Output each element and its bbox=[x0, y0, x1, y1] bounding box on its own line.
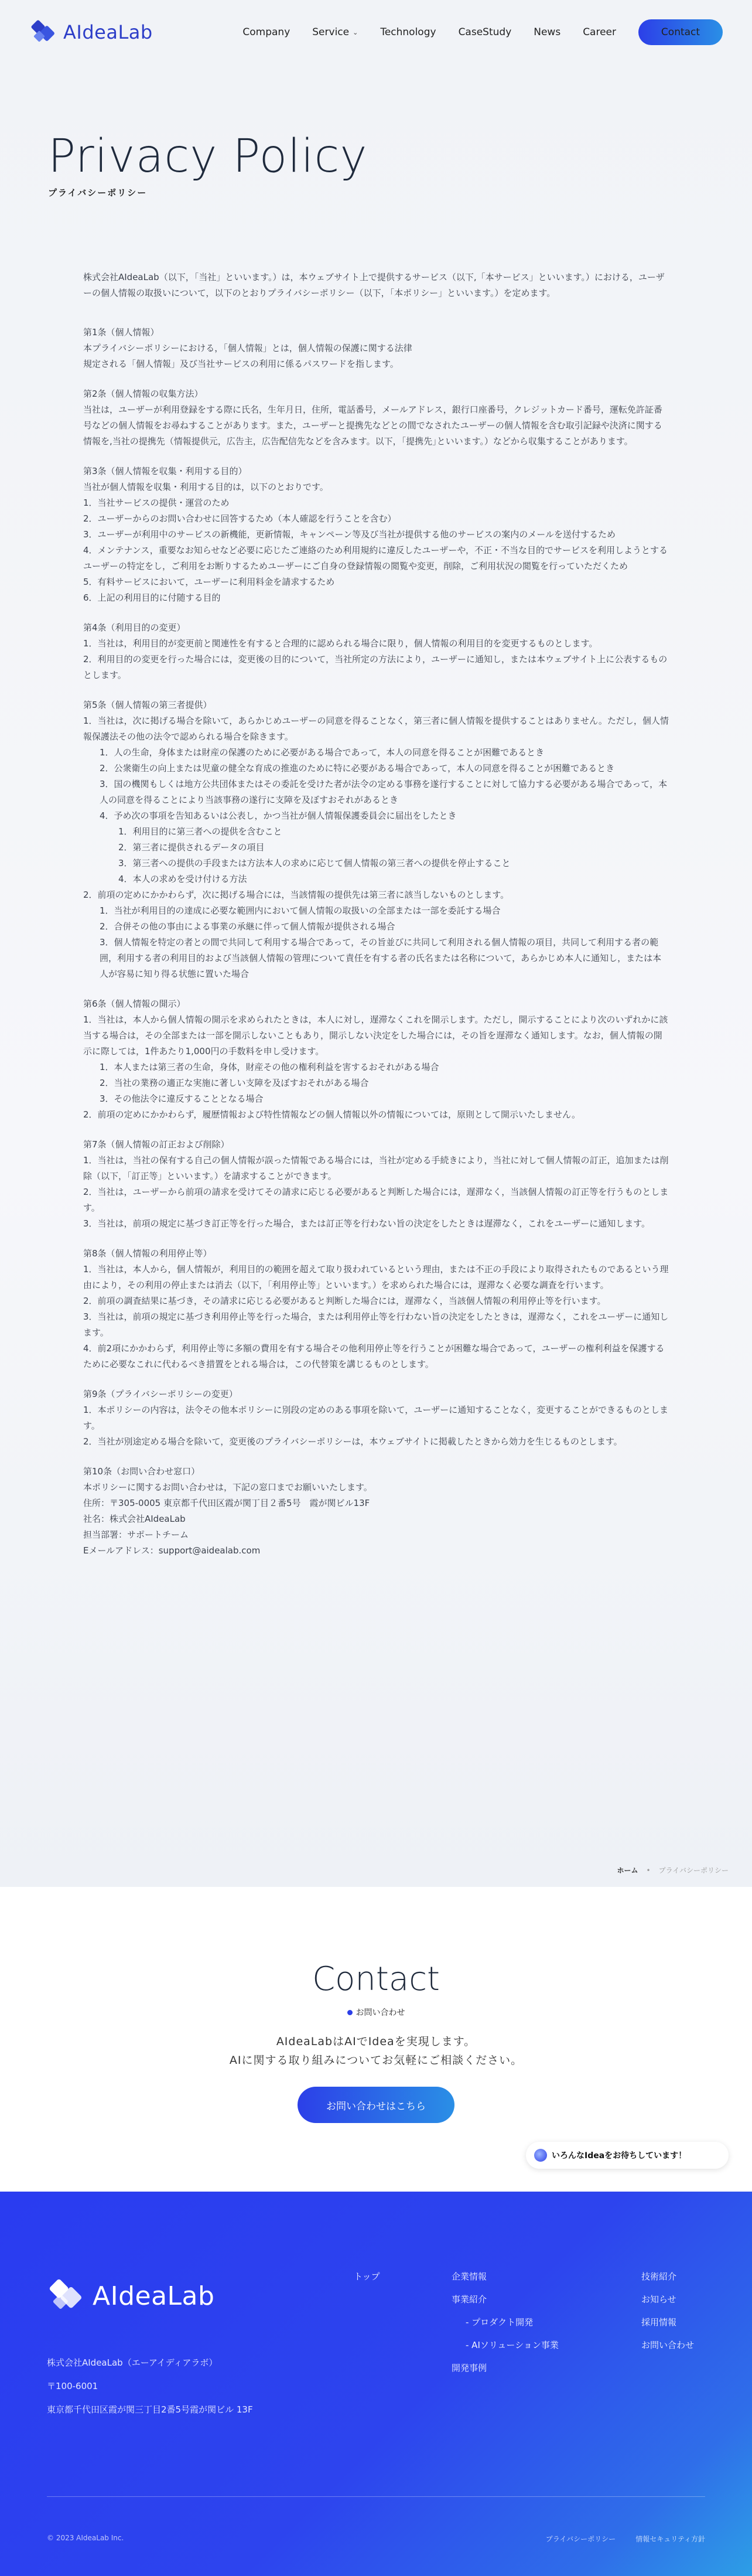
section-heading: 第9条（プライバシーポリシーの変更） bbox=[83, 1389, 238, 1399]
section-2 bbox=[83, 386, 669, 449]
section-1 bbox=[83, 325, 669, 372]
contact-cta-button[interactable]: お問い合わせはこちら bbox=[298, 2087, 454, 2123]
section-heading: 第6条（個人情報の開示） bbox=[83, 999, 186, 1009]
footer-address: 東京都千代田区霞が関三丁目2番5号霞が関ビル 13F bbox=[47, 2404, 253, 2415]
chat-bubble-text: いろんなIdeaをお待ちしています！ bbox=[552, 2151, 687, 2161]
list-item: 4．メンテナンス，重要なお知らせなど必要に応じたご連絡のため利用規約に違反したユーザーや，不正・不当な目的でサービスを利用しようとするユーザーの特定をし，ご利用をお断りするためユーザーにご自身の登録情報の閲覧や変更，削除，ご利用状況の閲覧を行っていただくため bbox=[83, 545, 668, 571]
section-4 bbox=[83, 620, 669, 683]
footer-link-top[interactable]: トップ bbox=[354, 2271, 380, 2282]
footer-link-company[interactable]: 企業情報 bbox=[452, 2271, 487, 2282]
email-text: Eメールアドレス：support@aidealab.com bbox=[83, 1545, 261, 1556]
bullet-dot-icon bbox=[347, 2010, 353, 2015]
section-heading: 第8条（個人情報の利用停止等） bbox=[83, 1248, 212, 1259]
contact-line-2: AIに関する取り組みについてお気軽にご相談ください。 bbox=[229, 2054, 523, 2067]
footer-company-name: 株式会社AIdeaLab（エーアイディアラボ） bbox=[47, 2357, 218, 2368]
footer-legal-links bbox=[546, 2534, 705, 2544]
footer-link-ai-solution[interactable]: - AIソリューション事業 bbox=[466, 2340, 559, 2350]
list-item: 1．当社サービスの提供・運営のため bbox=[83, 498, 230, 508]
list-item: 1．当社は，利用目的が変更前と関連性を有すると合理的に認められる場合に限り，個人情報の利用目的を変更するものとします。 bbox=[83, 638, 598, 649]
footer-col-top bbox=[354, 2265, 380, 2288]
list-item: 3．個人情報を特定の者との間で共同して利用する場合であって，その旨並びに共同して利用される個人情報の項目，共同して利用する者の範囲，利用する者の利用目的および当該個人情報の管理について責任を有する者の氏名または名称について，あらかじめ本人に通知し，または本人が容易に知り得る状態に置いた場合 bbox=[100, 937, 662, 979]
list-item: 4．前2項にかかわらず，利用停止等に多額の費用を有する場合その他利用停止等を行うことが困難な場合であって，ユーザーの権利利益を保護するために必要なこれに代わるべき措置をとれる場合は，この代替策を講じるものとします。 bbox=[83, 1343, 665, 1369]
footer-link-contact[interactable]: お問い合わせ bbox=[641, 2340, 695, 2350]
section-10 bbox=[83, 1464, 669, 1559]
section-heading: 第2条（個人情報の収集方法） bbox=[83, 389, 203, 399]
footer-col-company bbox=[452, 2265, 559, 2380]
address-text: 住所：〒305-0005 東京都千代田区霞が関丁目２番5号 霞が関ビル13F bbox=[83, 1498, 370, 1508]
section-text: 本プライバシーポリシーにおける，「個人情報」とは，個人情報の保護に関する法律 bbox=[83, 343, 412, 353]
header-contact-button[interactable]: Contact bbox=[638, 19, 723, 45]
contact-title: Contact bbox=[312, 1960, 440, 1998]
department-text: 担当部署：サポートチーム bbox=[83, 1529, 189, 1540]
list-item: 4．本人の求めを受け付ける方法 bbox=[118, 874, 247, 884]
list-item: 2．公衆衛生の向上または児童の健全な育成の推進のために特に必要がある場合であって，本人の同意を得ることが困難であるとき bbox=[100, 763, 615, 774]
footer-link-privacy[interactable]: プライバシーポリシー bbox=[545, 2535, 616, 2543]
chat-bubble[interactable] bbox=[526, 2142, 729, 2169]
footer-brand-name: AIdeaLab bbox=[93, 2281, 215, 2311]
site-footer bbox=[0, 2192, 752, 2576]
section-text: 当社が個人情報を収集・利用する目的は，以下のとおりです。 bbox=[83, 482, 329, 492]
breadcrumb-home-link[interactable]: ホーム bbox=[617, 1866, 638, 1875]
breadcrumb bbox=[617, 1865, 729, 1875]
policy-intro: 株式会社AIdeaLab（以下，「当社」といいます。）は，本ウェブサイト上で提供するサービス（以下,「本サービス」といいます。）における，ユーザーの個人情報の取扱いについて，以下のとおりプライバシーポリシー（以下，「本ポリシー」といいます。）を定めます。 bbox=[83, 272, 665, 298]
contact-tag bbox=[0, 2006, 752, 2018]
site-header bbox=[0, 0, 752, 64]
aidealab-logo-icon bbox=[47, 2277, 86, 2315]
list-item: 1．当社は，本人から個人情報の開示を求められたときは，本人に対し，遅滞なくこれを開示します。ただし，開示することにより次のいずれかに該当する場合は，その全部または一部を開示しないこともあり，開示しない決定をした場合には，その旨を遅滞なく通知します。なお，個人情報の開示に際しては，1件あたり1,000円の手数料を申し受けます。 bbox=[83, 1014, 668, 1057]
nav-service-label: Service bbox=[312, 26, 350, 38]
section-8 bbox=[83, 1246, 669, 1372]
mascot-icon bbox=[534, 2149, 547, 2162]
list-item: 3．国の機関もしくは地方公共団体またはその委託を受けた者が法令の定める事務を遂行することに対して協力する必要がある場合であって，本人の同意を得ることにより当該事務の遂行に支障を及ぼすおそれがあるとき bbox=[100, 779, 668, 805]
section-9 bbox=[83, 1386, 669, 1450]
section-6 bbox=[83, 996, 669, 1123]
list-item: 1．本人または第三者の生命，身体，財産その他の権利利益を害するおそれがある場合 bbox=[100, 1062, 439, 1072]
list-item: 2．第三者に提供されるデータの項目 bbox=[118, 842, 265, 853]
list-item: 2．当社の業務の適正な実施に著しい支障を及ぼすおそれがある場合 bbox=[100, 1078, 369, 1088]
list-item: 3．その他法令に違反することとなる場合 bbox=[100, 1093, 264, 1104]
breadcrumb-separator-icon: • bbox=[646, 1866, 651, 1875]
list-item: 3．当社は，前項の規定に基づき訂正等を行った場合，または訂正等を行わない旨の決定をしたときは遅滞なく，これをユーザーに通知します。 bbox=[83, 1218, 651, 1229]
section-heading: 第4条（利用目的の変更） bbox=[83, 622, 186, 633]
list-item: 1．当社が利用目的の達成に必要な範囲内において個人情報の取扱いの全部または一部を委託する場合 bbox=[100, 905, 501, 916]
list-item: 1．利用目的に第三者への提供を含むこと bbox=[118, 826, 282, 837]
footer-link-cases[interactable]: 開発事例 bbox=[452, 2363, 487, 2373]
footer-link-tech[interactable]: 技術紹介 bbox=[641, 2271, 677, 2282]
list-item: 2．前項の調査結果に基づき，その請求に応じる必要があると判断した場合には，遅滞なく，当該個人情報の利用停止等を行います。 bbox=[83, 1296, 606, 1306]
list-item: 4．予め次の事項を告知あるいは公表し，かつ当社が個人情報保護委員会に届出をしたとき bbox=[100, 810, 457, 821]
section-heading: 第1条（個人情報） bbox=[83, 327, 159, 338]
page-subtitle: プライバシーポリシー bbox=[48, 188, 148, 198]
list-item: 2．合併その他の事由による事業の承継に伴って個人情報が提供される場合 bbox=[100, 921, 395, 932]
footer-col-tech bbox=[641, 2265, 694, 2357]
policy-body bbox=[83, 270, 669, 1573]
main-nav bbox=[242, 19, 723, 45]
nav-career[interactable]: Career bbox=[583, 26, 616, 38]
section-text: 当社は，ユーザーが利用登録をする際に氏名，生年月日，住所，電話番号，メールアドレス，銀行口座番号，クレジットカード番号，運転免許証番号などの個人情報をお尋ねすることがあります。また，ユーザーと提携先などとの間でなされたユーザーの個人情報を含む取引記録や決済に関する情報を,当社の提携先（情報提供元，広告主，広告配信先などを含みます。以下，｢提携先｣といいます。）などから収集することがあります。 bbox=[83, 404, 662, 447]
brand-name: AIdeaLab bbox=[63, 21, 153, 43]
nav-news[interactable]: News bbox=[534, 26, 561, 38]
list-item: 2．利用目的の変更を行った場合には，変更後の目的について，当社所定の方法により，ユーザーに通知し，または本ウェブサイト上に公表するものとします。 bbox=[83, 654, 668, 680]
chevron-down-icon: ⌄ bbox=[353, 28, 358, 36]
section-7 bbox=[83, 1137, 669, 1232]
list-item: 5．有料サービスにおいて，ユーザーに利用料金を請求するため bbox=[83, 577, 335, 587]
nav-casestudy[interactable]: CaseStudy bbox=[458, 26, 512, 38]
section-heading: 第5条（個人情報の第三者提供） bbox=[83, 700, 212, 710]
policy-page bbox=[0, 64, 752, 1887]
footer-company-info bbox=[47, 2351, 253, 2421]
contact-tag-label: お問い合わせ bbox=[356, 2008, 405, 2018]
page-title: Privacy Policy bbox=[48, 130, 368, 183]
aidealab-logo-icon bbox=[29, 18, 57, 46]
section-3 bbox=[83, 464, 669, 606]
list-item: 2．当社は，ユーザーから前項の請求を受けてその請求に応じる必要があると判断した場合には，遅滞なく，当該個人情報の訂正等を行うものとします。 bbox=[83, 1187, 669, 1213]
breadcrumb-current: プライバシーポリシー bbox=[658, 1866, 729, 1875]
list-item: 3．当社は，前項の規定に基づき利用停止等を行った場合，または利用停止等を行わない旨の決定をしたときは，遅滞なく，これをユーザーに通知します。 bbox=[83, 1311, 669, 1338]
list-item: 3．第三者への提供の手段または方法本人の求めに応じて個人情報の第三者への提供を停止すること bbox=[118, 858, 511, 868]
list-item: 1．人の生命，身体または財産の保護のために必要がある場合であって，本人の同意を得ることが困難であるとき bbox=[100, 747, 545, 758]
footer-link-recruit[interactable]: 採用情報 bbox=[641, 2317, 677, 2328]
section-text: 本ポリシーに関するお問い合わせは，下記の窓口までお願いいたします。 bbox=[83, 1482, 372, 1493]
list-item: 1．本ポリシーの内容は，法令その他本ポリシーに別段の定めのある事項を除いて，ユーザーに通知することなく，変更することができるものとします。 bbox=[83, 1405, 668, 1431]
company-name-text: 社名：株式会社AIdeaLab bbox=[83, 1514, 186, 1524]
footer-link-security[interactable]: 情報セキュリティ方針 bbox=[635, 2535, 705, 2543]
list-item: 2．前項の定めにかかわらず，次に掲げる場合には，当該情報の提供先は第三者に該当しないものとします。 bbox=[83, 890, 510, 900]
footer-divider bbox=[47, 2496, 705, 2497]
nav-service[interactable] bbox=[312, 26, 358, 38]
section-5 bbox=[83, 697, 669, 982]
contact-section bbox=[0, 1887, 752, 2192]
nav-company[interactable]: Company bbox=[242, 26, 290, 38]
section-heading: 第10条（お問い合わせ窓口） bbox=[83, 1466, 200, 1477]
list-item: 3．ユーザーが利用中のサービスの新機能，更新情報，キャンペーン等及び当社が提供する他のサービスの案内のメールを送付するため bbox=[83, 529, 616, 540]
list-item: 1．当社は，本人から，個人情報が，利用目的の範囲を超えて取り扱われているという理由，または不正の手段により取得されたものであるという理由により，その利用の停止または消去（以下，「利用停止等」といいます。）を求められた場合には，遅滞なく必要な調査を行います。 bbox=[83, 1264, 669, 1290]
list-item: 2．ユーザーからのお問い合わせに回答するため（本人確認を行うことを含む） bbox=[83, 513, 396, 524]
list-item: 1．当社は，当社の保有する自己の個人情報が誤った情報である場合には，当社が定める手続きにより，当社に対して個人情報の訂正，追加または削除（以下，「訂正等」といいます。）を請求することができます。 bbox=[83, 1155, 669, 1181]
footer-link-product[interactable]: - プロダクト開発 bbox=[466, 2317, 534, 2328]
footer-logo[interactable] bbox=[47, 2277, 214, 2315]
list-item: 2．当社が別途定める場合を除いて，変更後のプライバシーポリシーは，本ウェブサイトに掲載したときから効力を生じるものとします。 bbox=[83, 1436, 623, 1447]
footer-link-news[interactable]: お知らせ bbox=[641, 2294, 676, 2305]
list-item: 6．上記の利用目的に付随する目的 bbox=[83, 592, 221, 603]
header-logo[interactable] bbox=[29, 18, 153, 46]
section-heading: 第7条（個人情報の訂正および削除） bbox=[83, 1139, 230, 1150]
list-item: 1．当社は，次に掲げる場合を除いて，あらかじめユーザーの同意を得ることなく，第三者に個人情報を提供することはありません。ただし，個人情報保護法その他の法令で認められる場合を除きます。 bbox=[83, 715, 669, 742]
footer-postal: 〒100-6001 bbox=[47, 2381, 98, 2391]
section-text: 規定される「個人情報」及び当社サービスの利用に係るパスワードを指します。 bbox=[83, 359, 399, 369]
footer-link-business[interactable]: 事業紹介 bbox=[452, 2294, 487, 2305]
copyright: © 2023 AIdeaLab Inc. bbox=[47, 2534, 124, 2542]
list-item: 2．前項の定めにかかわらず，履歴情報および特性情報などの個人情報以外の情報については，原則として開示いたしません。 bbox=[83, 1109, 580, 1120]
contact-description bbox=[0, 2032, 752, 2070]
section-heading: 第3条（個人情報を収集・利用する目的） bbox=[83, 466, 247, 476]
contact-line-1: AIdeaLabはAIでIdeaを実現します。 bbox=[276, 2035, 476, 2048]
nav-technology[interactable]: Technology bbox=[380, 26, 436, 38]
